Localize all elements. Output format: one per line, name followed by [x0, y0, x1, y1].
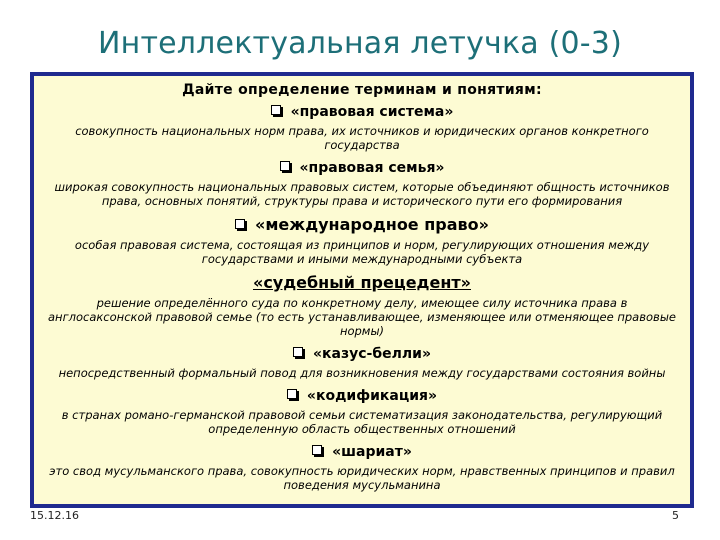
- slide-title: Интеллектуальная летучка (0-3): [98, 26, 622, 61]
- checkbox-bullet-icon: [293, 347, 303, 357]
- term-definition: это свод мусульманского права, совокупность юридических норм, нравственных принципов и правил поведения мусульманина: [49, 464, 675, 492]
- term-definition: решение определённого суда по конкретному делу, имеющее силу источника права в англосаксонской правовой семье (то есть устанавливающее, изменяющее или отменяющее правовые нормы): [48, 296, 676, 338]
- term-casus-belli: [34, 344, 690, 364]
- checkbox-bullet-icon: [287, 389, 297, 399]
- term-legal-family: [34, 158, 690, 178]
- term-international-law: [34, 214, 690, 236]
- term-label: «шариат»: [332, 444, 412, 460]
- term-label: «кодификация»: [306, 388, 438, 404]
- term-definition: особая правовая система, состоящая из принципов и норм, регулирующих отношения между государствами и иными международными субъекта: [74, 238, 650, 266]
- checkbox-bullet-icon: [235, 219, 245, 229]
- term-judicial-precedent: [34, 272, 690, 294]
- term-label: «судебный прецедент»: [252, 273, 471, 292]
- checkbox-bullet-icon: [280, 161, 290, 171]
- term-label: «международное право»: [255, 215, 489, 234]
- term-definition: в странах романо-германской правовой семьи систематизация законодательства, регулирующий определенную область общественных отношений: [61, 408, 663, 436]
- term-sharia: [34, 442, 690, 462]
- page-number: 5: [672, 509, 679, 522]
- checkbox-bullet-icon: [271, 105, 281, 115]
- term-codification: [34, 386, 690, 406]
- term-label: «правовая система»: [290, 104, 454, 120]
- term-definition: широкая совокупность национальных правовых систем, которые объединяют общность источников права, основных понятий, структуры права и исторического пути его формирования: [54, 180, 670, 208]
- term-label: «казус-белли»: [313, 346, 431, 362]
- definitions-panel: [30, 72, 694, 508]
- term-legal-system: [34, 102, 690, 122]
- checkbox-bullet-icon: [312, 445, 322, 455]
- term-label: «правовая семья»: [299, 160, 445, 176]
- term-definition: непосредственный формальный повод для возникновения между государствами состояния войны: [58, 366, 666, 380]
- instructions-heading: Дайте определение терминам и понятиям:: [182, 82, 542, 98]
- footer-date: 15.12.16: [30, 509, 79, 522]
- term-definition: совокупность национальных норм права, их источников и юридических органов конкретного государства: [75, 124, 649, 152]
